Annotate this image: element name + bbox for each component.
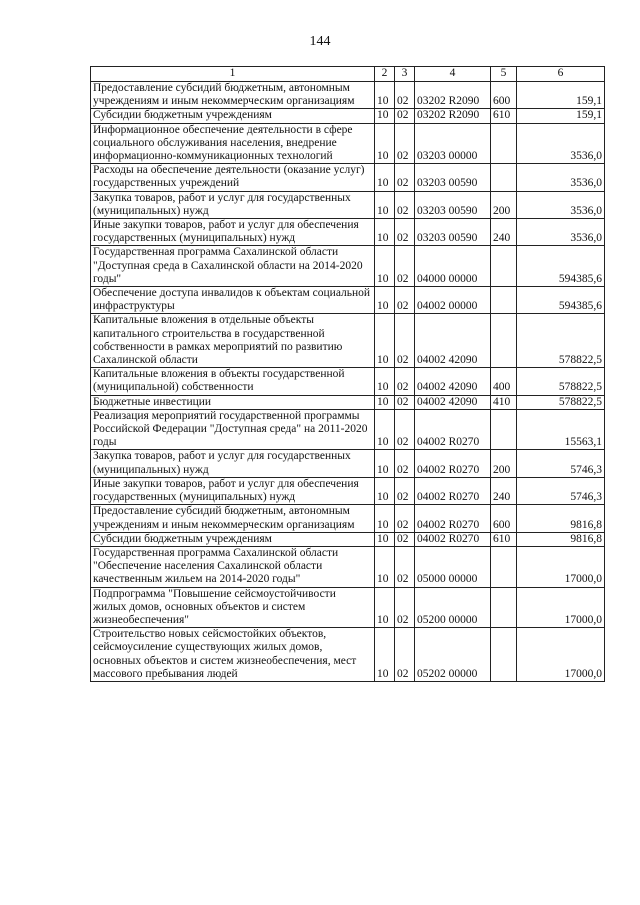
header-subsection: 3 [395,67,415,82]
row-name-cell: Закупка товаров, работ и услуг для государственных (муниципальных) нужд [91,450,375,477]
row-section-cell: 10 [375,82,395,109]
row-section-cell: 10 [375,409,395,450]
row-name-cell: Подпрограмма "Повышение сейсмоустойчивости жилых домов, основных объектов и систем жизнеобеспечения" [91,587,375,628]
row-amount-cell: 3536,0 [517,123,605,164]
row-target-item-cell: 03202 R2090 [415,82,491,109]
row-target-item-cell: 05202 00000 [415,628,491,682]
row-amount-cell: 3536,0 [517,191,605,218]
row-name-cell: Информационное обеспечение деятельности в сфере социального обслуживания населения, внедрение информационно-коммуникационных технологий [91,123,375,164]
row-expense-type-cell [491,164,517,191]
table-header-row [91,67,605,82]
row-expense-type-cell [491,246,517,287]
row-expense-type-cell [491,409,517,450]
table-row [91,123,605,164]
table-row [91,82,605,109]
row-subsection-cell: 02 [395,368,415,395]
row-expense-type-cell [491,287,517,314]
row-name-cell: Иные закупки товаров, работ и услуг для обеспечения государственных (муниципальных) нужд [91,219,375,246]
row-expense-type-cell: 240 [491,477,517,504]
table-row [91,505,605,532]
row-subsection-cell: 02 [395,314,415,368]
row-name-cell: Предоставление субсидий бюджетным, автономным учреждениям и иным некоммерческим организациям [91,505,375,532]
row-subsection-cell: 02 [395,450,415,477]
row-expense-type-cell: 400 [491,368,517,395]
row-section-cell: 10 [375,368,395,395]
row-subsection-cell: 02 [395,191,415,218]
row-subsection-cell: 02 [395,409,415,450]
header-amount: 6 [517,67,605,82]
budget-table [90,66,605,682]
row-amount-cell: 17000,0 [517,628,605,682]
row-subsection-cell: 02 [395,628,415,682]
table-row [91,246,605,287]
row-amount-cell: 3536,0 [517,164,605,191]
row-subsection-cell: 02 [395,505,415,532]
row-section-cell: 10 [375,191,395,218]
row-section-cell: 10 [375,628,395,682]
row-subsection-cell: 02 [395,546,415,587]
header-name: 1 [91,67,375,82]
row-target-item-cell: 04002 42090 [415,314,491,368]
page-number: 144 [309,34,331,49]
row-subsection-cell: 02 [395,532,415,546]
row-target-item-cell: 04002 R0270 [415,505,491,532]
table-row [91,628,605,682]
row-target-item-cell: 04002 00000 [415,287,491,314]
header-target-item: 4 [415,67,491,82]
row-target-item-cell: 05000 00000 [415,546,491,587]
row-subsection-cell: 02 [395,109,415,123]
row-section-cell: 10 [375,164,395,191]
row-section-cell: 10 [375,395,395,409]
row-section-cell: 10 [375,477,395,504]
row-expense-type-cell [491,587,517,628]
row-name-cell: Расходы на обеспечение деятельности (оказание услуг) государственных учреждений [91,164,375,191]
table-row [91,587,605,628]
table-row [91,314,605,368]
table-row [91,219,605,246]
row-name-cell: Субсидии бюджетным учреждениям [91,109,375,123]
row-section-cell: 10 [375,287,395,314]
row-amount-cell: 578822,5 [517,368,605,395]
row-name-cell: Бюджетные инвестиции [91,395,375,409]
row-amount-cell: 5746,3 [517,477,605,504]
row-section-cell: 10 [375,123,395,164]
row-subsection-cell: 02 [395,219,415,246]
row-target-item-cell: 04000 00000 [415,246,491,287]
row-target-item-cell: 03203 00590 [415,191,491,218]
table-body [91,82,605,682]
row-name-cell: Предоставление субсидий бюджетным, автономным учреждениям и иным некоммерческим организациям [91,82,375,109]
row-target-item-cell: 04002 42090 [415,368,491,395]
row-target-item-cell: 04002 R0270 [415,477,491,504]
row-section-cell: 10 [375,587,395,628]
row-expense-type-cell: 200 [491,191,517,218]
row-subsection-cell: 02 [395,82,415,109]
table-row [91,109,605,123]
row-expense-type-cell: 610 [491,109,517,123]
row-target-item-cell: 04002 42090 [415,395,491,409]
row-target-item-cell: 05200 00000 [415,587,491,628]
table-row [91,477,605,504]
row-amount-cell: 594385,6 [517,246,605,287]
row-name-cell: Реализация мероприятий государственной программы Российской Федерации "Доступная среда" на 2011-2020 годы [91,409,375,450]
row-target-item-cell: 03202 R2090 [415,109,491,123]
row-section-cell: 10 [375,546,395,587]
row-name-cell: Государственная программа Сахалинской области "Доступная среда в Сахалинской области на 2014-2020 годы" [91,246,375,287]
row-name-cell: Субсидии бюджетным учреждениям [91,532,375,546]
table-row [91,368,605,395]
row-expense-type-cell [491,123,517,164]
row-amount-cell: 578822,5 [517,395,605,409]
header-section: 2 [375,67,395,82]
row-target-item-cell: 04002 R0270 [415,450,491,477]
row-section-cell: 10 [375,532,395,546]
row-name-cell: Государственная программа Сахалинской области "Обеспечение населения Сахалинской области качественным жильем на 2014-2020 годы" [91,546,375,587]
table-row [91,164,605,191]
table-row [91,287,605,314]
row-amount-cell: 9816,8 [517,532,605,546]
row-expense-type-cell [491,628,517,682]
row-section-cell: 10 [375,314,395,368]
row-section-cell: 10 [375,505,395,532]
row-name-cell: Капитальные вложения в отдельные объекты капитального строительства в государственной собственности в рамках мероприятий по развитию Сахалинской области [91,314,375,368]
row-amount-cell: 9816,8 [517,505,605,532]
row-subsection-cell: 02 [395,164,415,191]
row-name-cell: Иные закупки товаров, работ и услуг для обеспечения государственных (муниципальных) нужд [91,477,375,504]
row-target-item-cell: 03203 00000 [415,123,491,164]
row-section-cell: 10 [375,450,395,477]
row-name-cell: Капитальные вложения в объекты государственной (муниципальной) собственности [91,368,375,395]
row-amount-cell: 159,1 [517,109,605,123]
row-expense-type-cell: 200 [491,450,517,477]
row-subsection-cell: 02 [395,587,415,628]
row-amount-cell: 17000,0 [517,587,605,628]
row-target-item-cell: 04002 R0270 [415,532,491,546]
table-row [91,409,605,450]
table-row [91,546,605,587]
row-section-cell: 10 [375,246,395,287]
row-expense-type-cell: 600 [491,82,517,109]
table-row [91,450,605,477]
row-amount-cell: 159,1 [517,82,605,109]
table-row [91,191,605,218]
row-subsection-cell: 02 [395,287,415,314]
row-name-cell: Обеспечение доступа инвалидов к объектам социальной инфраструктуры [91,287,375,314]
row-target-item-cell: 04002 R0270 [415,409,491,450]
row-section-cell: 10 [375,109,395,123]
row-target-item-cell: 03203 00590 [415,164,491,191]
row-amount-cell: 3536,0 [517,219,605,246]
row-subsection-cell: 02 [395,395,415,409]
table-row [91,532,605,546]
row-expense-type-cell: 410 [491,395,517,409]
row-amount-cell: 5746,3 [517,450,605,477]
row-amount-cell: 594385,6 [517,287,605,314]
row-name-cell: Строительство новых сейсмостойких объектов, сейсмоусиление существующих жилых домов, основных объектов и систем жизнеобеспечения, мест массового пребывания людей [91,628,375,682]
row-expense-type-cell [491,314,517,368]
row-name-cell: Закупка товаров, работ и услуг для государственных (муниципальных) нужд [91,191,375,218]
row-target-item-cell: 03203 00590 [415,219,491,246]
row-subsection-cell: 02 [395,123,415,164]
header-expense-type: 5 [491,67,517,82]
row-subsection-cell: 02 [395,246,415,287]
row-expense-type-cell: 600 [491,505,517,532]
row-amount-cell: 17000,0 [517,546,605,587]
row-expense-type-cell: 240 [491,219,517,246]
row-amount-cell: 578822,5 [517,314,605,368]
row-section-cell: 10 [375,219,395,246]
row-expense-type-cell: 610 [491,532,517,546]
table-row [91,395,605,409]
row-subsection-cell: 02 [395,477,415,504]
row-expense-type-cell [491,546,517,587]
row-amount-cell: 15563,1 [517,409,605,450]
